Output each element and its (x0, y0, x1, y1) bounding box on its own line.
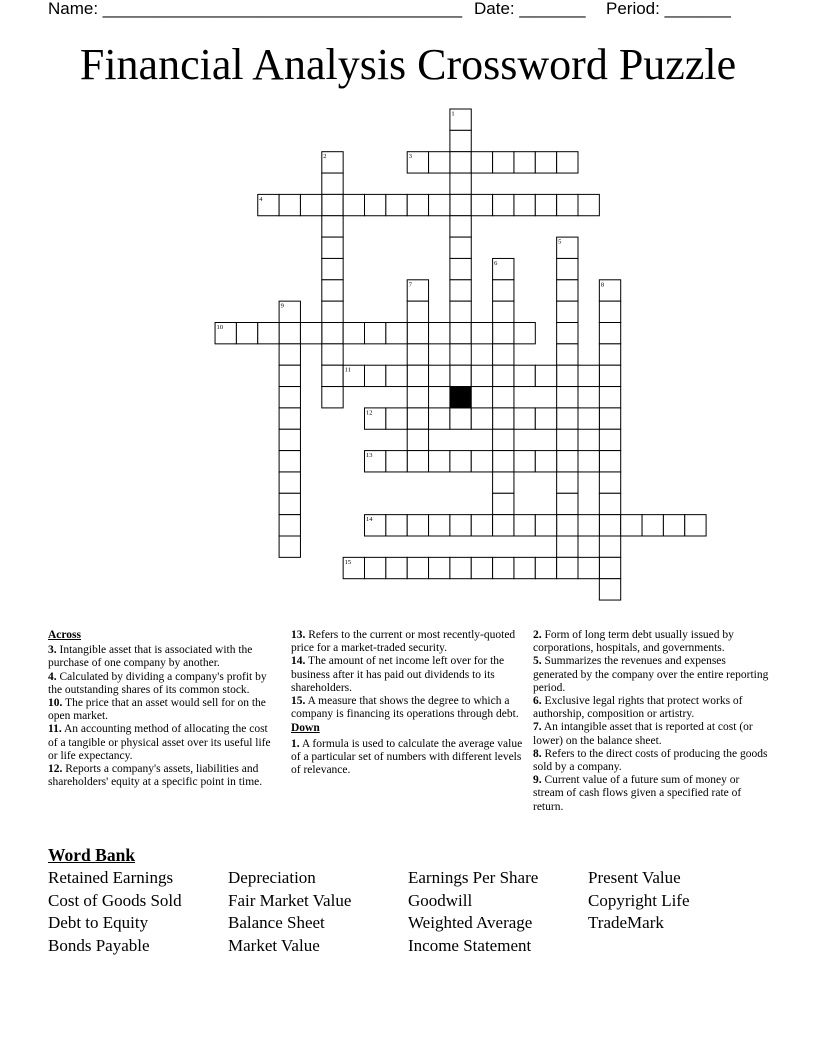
crossword-cell[interactable] (599, 579, 620, 600)
crossword-cell[interactable] (407, 194, 428, 215)
crossword-cell[interactable] (300, 323, 321, 344)
crossword-cell[interactable] (429, 323, 450, 344)
cell-number: 4 (259, 195, 263, 203)
crossword-cell[interactable] (493, 429, 514, 450)
crossword-cell[interactable] (578, 365, 599, 386)
crossword-cell[interactable] (279, 451, 300, 472)
crossword-cell[interactable] (322, 216, 343, 237)
crossword-cell[interactable] (279, 493, 300, 514)
crossword-cell[interactable] (493, 451, 514, 472)
crossword-cell[interactable] (471, 194, 492, 215)
clue-number: 2. (533, 629, 542, 641)
crossword-cell[interactable] (386, 408, 407, 429)
cell-number: 15 (344, 558, 352, 566)
cell-number: 1 (451, 110, 455, 118)
crossword-cell[interactable] (514, 515, 535, 536)
crossword-cell[interactable] (429, 557, 450, 578)
crossword-cell[interactable] (279, 515, 300, 536)
crossword-cell[interactable] (471, 365, 492, 386)
crossword-cell[interactable] (279, 472, 300, 493)
crossword-cell[interactable] (578, 557, 599, 578)
clue-number: 10. (48, 697, 63, 710)
crossword-cell[interactable] (322, 323, 343, 344)
crossword-cell[interactable] (450, 557, 471, 578)
clue-down-7 (533, 721, 769, 747)
clue-across-12 (48, 763, 276, 789)
crossword-cell[interactable] (535, 451, 556, 472)
crossword-cell[interactable] (599, 557, 620, 578)
crossword-cell[interactable] (450, 216, 471, 237)
word-bank-item: TradeMark (588, 913, 664, 933)
clue-number: 12. (48, 763, 63, 776)
crossword-cell[interactable] (493, 472, 514, 493)
crossword-cell[interactable] (365, 323, 386, 344)
crossword-cell[interactable] (386, 323, 407, 344)
crossword-cell[interactable] (599, 515, 620, 536)
name-field[interactable]: Name: ______________________________________ (48, 0, 463, 18)
crossword-cell[interactable] (279, 344, 300, 365)
clue-text: The price that an asset would sell for on the open market. (48, 697, 266, 723)
crossword-cell[interactable] (450, 344, 471, 365)
clue-across-15 (291, 695, 523, 721)
word-bank-item: Earnings Per Share (408, 868, 539, 887)
crossword-cell[interactable] (685, 515, 706, 536)
clue-number: 3. (48, 644, 57, 657)
crossword-cell[interactable] (343, 557, 364, 578)
crossword-cell[interactable] (322, 365, 343, 386)
crossword-cell[interactable] (279, 429, 300, 450)
crossword-cell[interactable] (386, 451, 407, 472)
clue-down-5 (533, 655, 769, 695)
crossword-cell[interactable] (429, 408, 450, 429)
crossword-cell[interactable] (599, 301, 620, 322)
cell-number: 11 (344, 366, 351, 374)
crossword-cell[interactable] (578, 515, 599, 536)
clue-down-9 (533, 774, 769, 814)
crossword-cell[interactable] (365, 557, 386, 578)
crossword-cell[interactable] (599, 344, 620, 365)
crossword-cell[interactable] (322, 301, 343, 322)
word-bank-item: Weighted Average (408, 913, 533, 933)
crossword-cell[interactable] (535, 152, 556, 173)
word-bank-item: Depreciation (228, 868, 316, 887)
crossword-cell[interactable] (557, 301, 578, 322)
crossword-cell[interactable] (578, 451, 599, 472)
clue-text: An accounting method of allocating the cost of a tangible or physical asset over its useful life or life expectancy. (48, 723, 271, 762)
crossword-cell[interactable] (343, 194, 364, 215)
clue-number: 8. (533, 747, 542, 760)
crossword-cell[interactable] (322, 387, 343, 408)
black-cell (450, 387, 471, 408)
crossword-cell[interactable] (343, 365, 364, 386)
crossword-cell[interactable] (450, 365, 471, 386)
crossword-cell[interactable] (258, 323, 279, 344)
cell-number: 10 (216, 324, 224, 331)
crossword-cell[interactable] (535, 365, 556, 386)
crossword-cell[interactable] (429, 365, 450, 386)
crossword-cell[interactable] (407, 429, 428, 450)
crossword-cell[interactable] (557, 152, 578, 173)
crossword-cell[interactable] (450, 109, 471, 130)
crossword-cell[interactable] (557, 323, 578, 344)
crossword-cell[interactable] (450, 280, 471, 301)
crossword-cell[interactable] (514, 152, 535, 173)
word-bank-item: Income Statement (408, 936, 532, 956)
clue-down-1 (291, 738, 523, 778)
crossword-cell[interactable] (450, 194, 471, 215)
page-title: Financial Analysis Crossword Puzzle (79, 40, 737, 89)
crossword-cell[interactable] (322, 280, 343, 301)
cell-number: 6 (494, 259, 498, 267)
across-clues (48, 629, 276, 789)
crossword-cell[interactable] (450, 323, 471, 344)
crossword-cell[interactable] (386, 194, 407, 215)
crossword-cell[interactable] (493, 557, 514, 578)
crossword-cell[interactable] (493, 344, 514, 365)
crossword-cell[interactable] (578, 194, 599, 215)
cell-number: 13 (366, 452, 373, 460)
crossword-cell[interactable] (514, 365, 535, 386)
clue-text: A formula is used to calculate the average value of a particular set of numbers with different levels of relevance. (291, 737, 523, 777)
crossword-cell[interactable] (514, 557, 535, 578)
cell-number: 9 (280, 302, 284, 310)
crossword-cell[interactable] (557, 194, 578, 215)
crossword-cell[interactable] (471, 152, 492, 173)
word-bank-item: Market Value (228, 936, 320, 956)
crossword-cell[interactable] (429, 194, 450, 215)
crossword-cell[interactable] (599, 493, 620, 514)
crossword-cell[interactable] (322, 152, 343, 173)
crossword-cell[interactable] (557, 557, 578, 578)
crossword-cell[interactable] (642, 515, 663, 536)
crossword-cell[interactable] (557, 429, 578, 450)
crossword-cell[interactable] (386, 515, 407, 536)
word-bank-item: Balance Sheet (228, 913, 325, 933)
crossword-cell[interactable] (493, 387, 514, 408)
crossword-cell[interactable] (535, 194, 556, 215)
crossword-cell[interactable] (599, 323, 620, 344)
period-field[interactable]: Period: _______ (606, 0, 731, 18)
clue-number: 13. (291, 629, 306, 641)
crossword-cell[interactable] (493, 194, 514, 215)
clue-text: Refers to the direct costs of producing the goods sold by a company. (533, 747, 768, 774)
student-info-line (48, 0, 768, 20)
crossword-cell[interactable] (493, 493, 514, 514)
crossword-cell[interactable] (407, 280, 428, 301)
crossword-cell[interactable] (450, 408, 471, 429)
cell-number: 2 (323, 153, 327, 161)
crossword-cell[interactable] (557, 237, 578, 258)
crossword-cell[interactable] (407, 365, 428, 386)
crossword-cell[interactable] (386, 365, 407, 386)
crossword-cell[interactable] (365, 408, 386, 429)
crossword-cell[interactable] (663, 515, 684, 536)
clue-number: 9. (533, 774, 542, 787)
crossword-cell[interactable] (493, 301, 514, 322)
crossword-cell[interactable] (365, 515, 386, 536)
word-bank-title: Word Bank (48, 845, 136, 865)
crossword-cell[interactable] (322, 258, 343, 279)
clues-column-3 (533, 629, 769, 814)
crossword-cell[interactable] (279, 365, 300, 386)
crossword-cell[interactable] (599, 536, 620, 557)
down-heading: Down (291, 722, 320, 735)
crossword-cell[interactable] (557, 280, 578, 301)
crossword-cell[interactable] (407, 515, 428, 536)
clue-across-13 (291, 629, 523, 655)
crossword-cell[interactable] (407, 323, 428, 344)
crossword-cell[interactable] (407, 152, 428, 173)
clue-text: The amount of net income left over for the business after it has paid out dividends to its shareholders. (291, 655, 505, 694)
cell-number: 12 (366, 409, 373, 417)
crossword-cell[interactable] (322, 194, 343, 215)
clue-across-3 (48, 644, 276, 670)
clue-across-10 (48, 697, 276, 723)
crossword-cell[interactable] (365, 451, 386, 472)
crossword-cell[interactable] (407, 301, 428, 322)
clue-down-6 (533, 695, 769, 721)
cell-number: 7 (408, 281, 412, 289)
clue-across-11 (48, 723, 276, 763)
word-bank-item: Debt to Equity (48, 913, 149, 933)
crossword-cell[interactable] (578, 408, 599, 429)
crossword-cell[interactable] (471, 515, 492, 536)
crossword-cell[interactable] (493, 323, 514, 344)
word-bank-item: Goodwill (408, 890, 473, 910)
crossword-cell[interactable] (429, 152, 450, 173)
crossword-cell[interactable] (557, 344, 578, 365)
clue-down-2 (533, 629, 769, 655)
crossword-cell[interactable] (343, 323, 364, 344)
clue-number: 7. (533, 721, 542, 734)
clue-text: Exclusive legal rights that protect works of authorship, composition or artistry. (533, 695, 743, 721)
crossword-cell[interactable] (322, 237, 343, 258)
word-bank-item: Cost of Goods Sold (48, 890, 182, 910)
crossword-cell[interactable] (514, 323, 535, 344)
clue-text: A measure that shows the degree to which a company is financing its operations through debt. (291, 695, 519, 721)
clues-column-2 (291, 629, 523, 777)
crossword-cell[interactable] (236, 323, 257, 344)
cell-number: 3 (408, 153, 412, 161)
crossword-cell[interactable] (514, 451, 535, 472)
crossword-cell[interactable] (599, 408, 620, 429)
crossword-cell[interactable] (535, 515, 556, 536)
crossword-cell[interactable] (450, 173, 471, 194)
crossword-cell[interactable] (407, 344, 428, 365)
word-bank-item: Retained Earnings (48, 868, 174, 887)
crossword-cell[interactable] (599, 365, 620, 386)
cell-number: 14 (366, 516, 373, 524)
crossword-cell[interactable] (557, 387, 578, 408)
crossword-cell[interactable] (386, 557, 407, 578)
clue-number: 5. (533, 655, 542, 668)
crossword-cell[interactable] (621, 515, 642, 536)
crossword-cell[interactable] (279, 536, 300, 557)
crossword-cell[interactable] (407, 387, 428, 408)
word-bank-item: Copyright Life (588, 890, 690, 910)
crossword-cell[interactable] (365, 365, 386, 386)
crossword-cell[interactable] (450, 130, 471, 151)
clue-across-14 (291, 655, 523, 695)
crossword-cell[interactable] (557, 365, 578, 386)
clue-number: 6. (533, 695, 542, 708)
crossword-cell[interactable] (471, 323, 492, 344)
crossword-cell[interactable] (493, 258, 514, 279)
crossword-cell[interactable] (493, 365, 514, 386)
crossword-cell[interactable] (407, 451, 428, 472)
crossword-cell[interactable] (279, 323, 300, 344)
clue-text: Summarizes the revenues and expenses generated by the company over the entire reporting period. (533, 655, 769, 694)
crossword-cell[interactable] (599, 280, 620, 301)
clue-text: An intangible asset that is reported at cost (or lower) on the balance sheet. (533, 721, 753, 747)
crossword-cell[interactable] (599, 429, 620, 450)
word-bank-item: Fair Market Value (228, 890, 352, 910)
clue-across-4 (48, 671, 276, 697)
crossword-cell[interactable] (471, 557, 492, 578)
crossword-cell[interactable] (599, 472, 620, 493)
cell-number: 8 (600, 281, 605, 289)
clue-number: 11. (48, 723, 62, 736)
crossword-cell[interactable] (450, 237, 471, 258)
crossword-cell[interactable] (557, 472, 578, 493)
clue-text: Current value of a future sum of money or stream of cash flows given a specified rate of return. (533, 774, 742, 813)
crossword-cell[interactable] (557, 515, 578, 536)
crossword-cell[interactable] (599, 387, 620, 408)
clue-text: Form of long term debt usually issued by corporations, hospitals, and governments. (533, 629, 734, 655)
cell-number: 5 (558, 238, 562, 246)
crossword-cell[interactable] (407, 408, 428, 429)
clue-number: 4. (48, 670, 57, 683)
crossword-cell[interactable] (535, 557, 556, 578)
crossword-cell[interactable] (493, 515, 514, 536)
crossword-cell[interactable] (493, 152, 514, 173)
crossword-cell[interactable] (471, 408, 492, 429)
crossword-cell[interactable] (258, 194, 279, 215)
crossword-cell[interactable] (557, 258, 578, 279)
across-heading: Across (48, 629, 82, 641)
crossword-cell[interactable] (279, 194, 300, 215)
crossword-cell[interactable] (279, 387, 300, 408)
crossword-cell[interactable] (429, 515, 450, 536)
word-bank-item: Present Value (588, 868, 681, 887)
crossword-cell[interactable] (557, 451, 578, 472)
crossword-cell[interactable] (557, 408, 578, 429)
crossword-cell[interactable] (450, 515, 471, 536)
crossword-cell[interactable] (322, 173, 343, 194)
clue-down-8 (533, 748, 769, 774)
crossword-cell[interactable] (279, 408, 300, 429)
crossword-cell[interactable] (279, 301, 300, 322)
crossword-cell[interactable] (493, 280, 514, 301)
crossword-cell[interactable] (450, 152, 471, 173)
clue-text: Intangible asset that is associated with the purchase of one company by another. (48, 644, 253, 670)
crossword-cell[interactable] (407, 557, 428, 578)
crossword-cell[interactable] (450, 451, 471, 472)
crossword-cell[interactable] (215, 323, 236, 344)
clue-number: 15. (291, 695, 306, 708)
crossword-cell[interactable] (535, 408, 556, 429)
crossword-cell[interactable] (322, 344, 343, 365)
crossword-cell[interactable] (300, 194, 321, 215)
crossword-cell[interactable] (450, 258, 471, 279)
crossword-cell[interactable] (514, 194, 535, 215)
crossword-cell[interactable] (514, 408, 535, 429)
clue-text: Refers to the current or most recently-quoted price for a market-traded security. (291, 629, 516, 655)
crossword-cell[interactable] (450, 301, 471, 322)
clue-number: 14. (291, 655, 306, 668)
clue-number: 1. (291, 737, 300, 750)
crossword-cell[interactable] (471, 451, 492, 472)
crossword-cell[interactable] (365, 194, 386, 215)
crossword-cell[interactable] (557, 536, 578, 557)
crossword-cell[interactable] (557, 493, 578, 514)
clue-text: Reports a company's assets, liabilities and shareholders' equity at a specific point in time. (48, 763, 263, 789)
crossword-cell[interactable] (429, 451, 450, 472)
word-bank-item: Bonds Payable (48, 936, 150, 956)
crossword-cell[interactable] (599, 451, 620, 472)
crossword-cell[interactable] (493, 408, 514, 429)
clue-text: Calculated by dividing a company's profit by the outstanding shares of its common stock. (48, 670, 267, 696)
date-field[interactable]: Date: _______ (474, 0, 586, 18)
